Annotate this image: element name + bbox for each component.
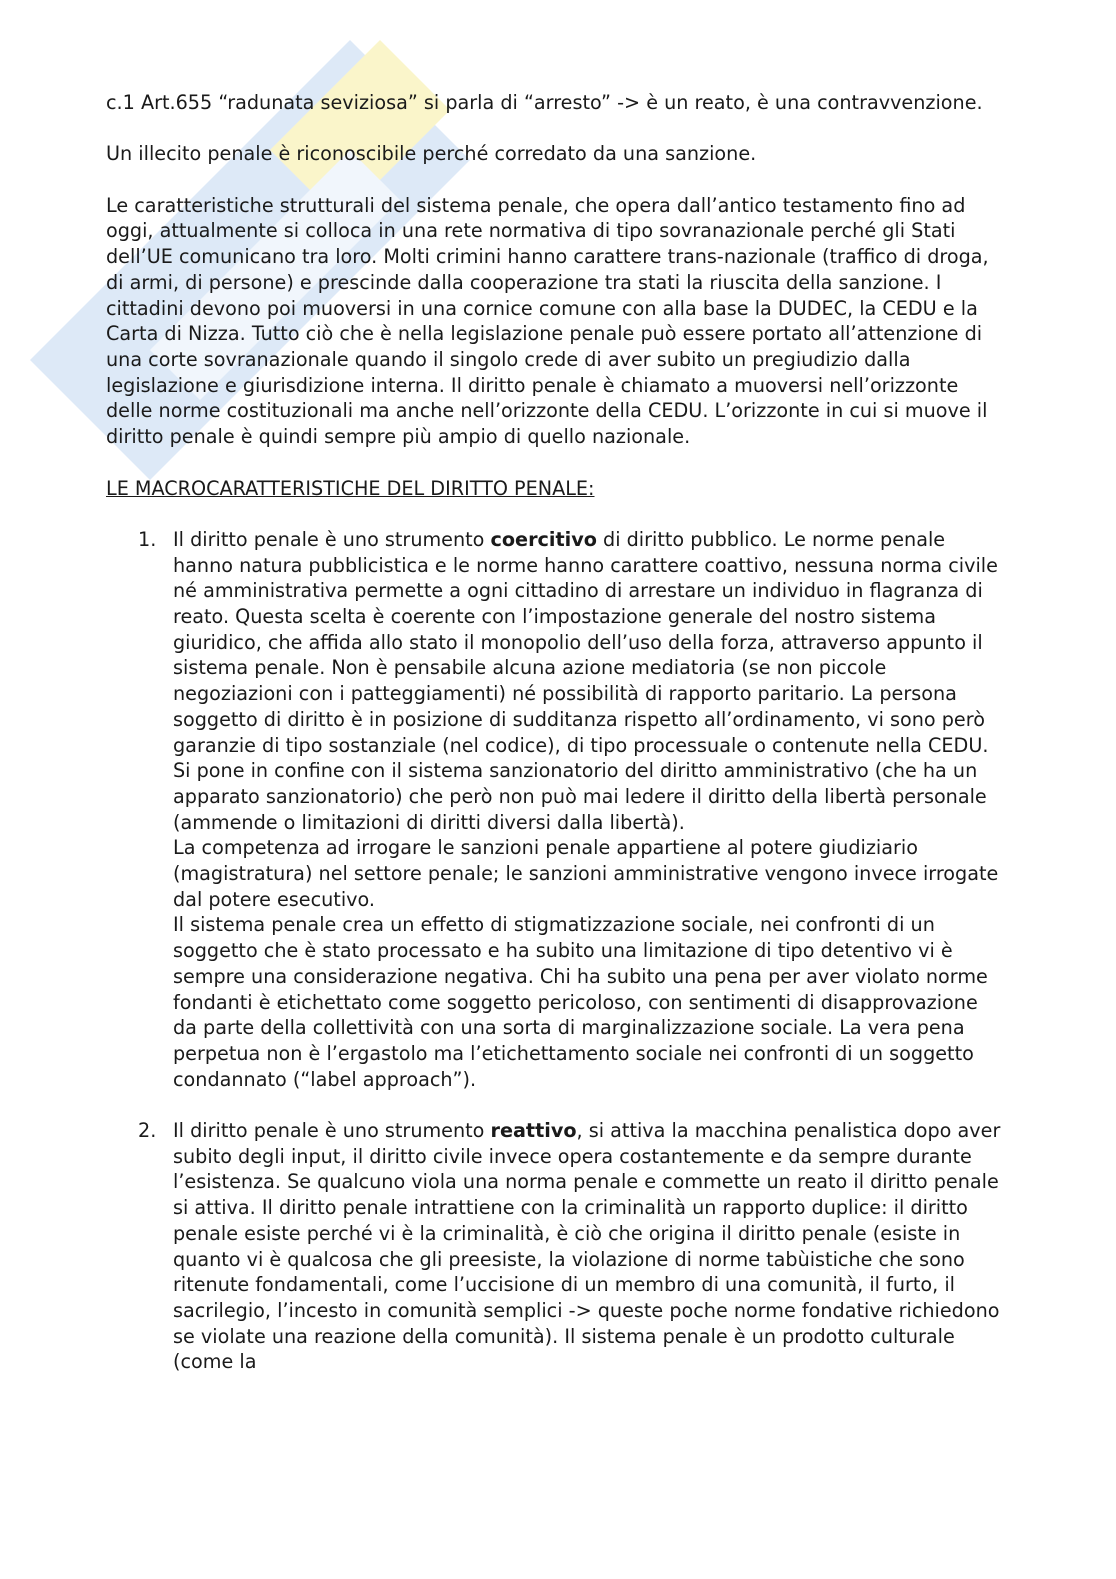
list-item-number: 2. — [138, 1119, 157, 1143]
intro-paragraph-1: c.1 Art.655 “radunata seviziosa” si parla di “arresto” -> è un reato, è una contravvenzione. — [106, 91, 983, 114]
section-heading: LE MACROCARATTERISTICHE DEL DIRITTO PENALE: — [106, 476, 595, 500]
text-rest: , si attiva la macchina penalistica dopo aver subito degli input, il diritto civile invece opera costantemente e da sempre durante l’esistenza. Se qualcuno viola una norma penale e commette un reato il diritto penale si attiva. Il diritto penale intrattiene con la criminalità un rapporto duplice: il diritto penale esiste perché vi è la criminalità, è ciò che origina il diritto penale (esiste in quanto vi è qualcosa che gli preesiste, la violazione di norme tabùistiche che sono ritenute fondamentali, come l’uccisione di un membro di una comunità, il furto, il sacrilegio, l’incesto in comunità semplici -> queste poche norme fondative richiedono se violate una reazione della comunità). Il sistema penale è un prodotto culturale (come la — [173, 1119, 1001, 1374]
intro-paragraph-2: Un illecito penale è riconoscibile perché corredato da una sanzione. — [106, 142, 757, 166]
list-item-text — [173, 1118, 1006, 1375]
list-item-paragraph: Il sistema penale crea un effetto di stigmatizzazione sociale, nei confronti di un soggetto che è stato processato e ha subito una limitazione di tipo detentivo vi è sempre una considerazione negativa. Chi ha subito una pena per aver violato norme fondanti è etichettato come soggetto pericoloso, con sentimenti di disapprovazione da parte della collettività con una sorta di marginalizzazione sociale. La vera pena perpetua non è l’ergastolo ma l’etichettamento sociale nei confronti di un soggetto condannato (“label approach”). — [173, 913, 988, 1091]
document-page — [106, 90, 1006, 1401]
list-item-text — [173, 527, 1006, 835]
list-item — [106, 1118, 1006, 1375]
text-lead: Il diritto penale è uno strumento — [173, 1119, 491, 1143]
intro-paragraph-3: Le caratteristiche strutturali del sistema penale, che opera dall’antico testamento fino ad oggi, attualmente si colloca in una rete normativa di tipo sovranazionale perché gli Stati dell’UE comunicano tra loro. Molti crimini hanno carattere trans-nazionale (traffico di droga, di armi, di persone) e prescinde dalla cooperazione tra stati la riuscita della sanzione. I cittadini devono poi muoversi in una cornice comune con alla base la DUDEC, la CEDU e la Carta di Nizza. Tutto ciò che è nella legislazione penale può essere portato all’attenzione di una corte sovranazionale quando il singolo crede di aver subito un pregiudizio dalla legislazione e giurisdizione interna. Il diritto penale è chiamato a muoversi nell’orizzonte delle norme costituzionali ma anche nell’orizzonte della CEDU. L’orizzonte in cui si muove il diritto penale è quindi sempre più ampio di quello nazionale. — [106, 193, 989, 449]
list-item-paragraph: La competenza ad irrogare le sanzioni penale appartiene al potere giudiziario (magistratura) nel settore penale; le sanzioni amministrative vengono invece irrogate dal potere esecutivo. — [173, 836, 999, 911]
list-item — [106, 527, 1006, 1092]
bold-keyword: coercitivo — [490, 527, 597, 551]
text-rest: di diritto pubblico. Le norme penale hanno natura pubblicistica e le norme hanno carattere coattivo, nessuna norma civile né amministrativa permette a ogni cittadino di arrestare un individuo in flagranza di reato. Questa scelta è coerente con l’impostazione generale del nostro sistema giuridico, che affida allo stato il monopolio dell’uso della forza, attraverso appunto il sistema penale. Non è pensabile alcuna azione mediatoria (se non piccole negoziazioni con i patteggiamenti) né possibilità di rapporto paritario. La persona soggetto di diritto è in posizione di sudditanza rispetto all’ordinamento, vi sono però garanzie di tipo sostanziale (nel codice), di tipo processuale o contenute nella CEDU. Si pone in confine con il sistema sanzionatorio del diritto amministrativo (che ha un apparato sanzionatorio) che però non può mai ledere il diritto della libertà personale (ammende o limitazioni di diritti diversi dalla libertà). — [173, 527, 998, 834]
characteristics-list — [106, 527, 1006, 1375]
text-lead: Il diritto penale è uno strumento — [173, 527, 491, 551]
bold-keyword: reattivo — [490, 1119, 577, 1143]
list-item-number: 1. — [138, 527, 157, 551]
